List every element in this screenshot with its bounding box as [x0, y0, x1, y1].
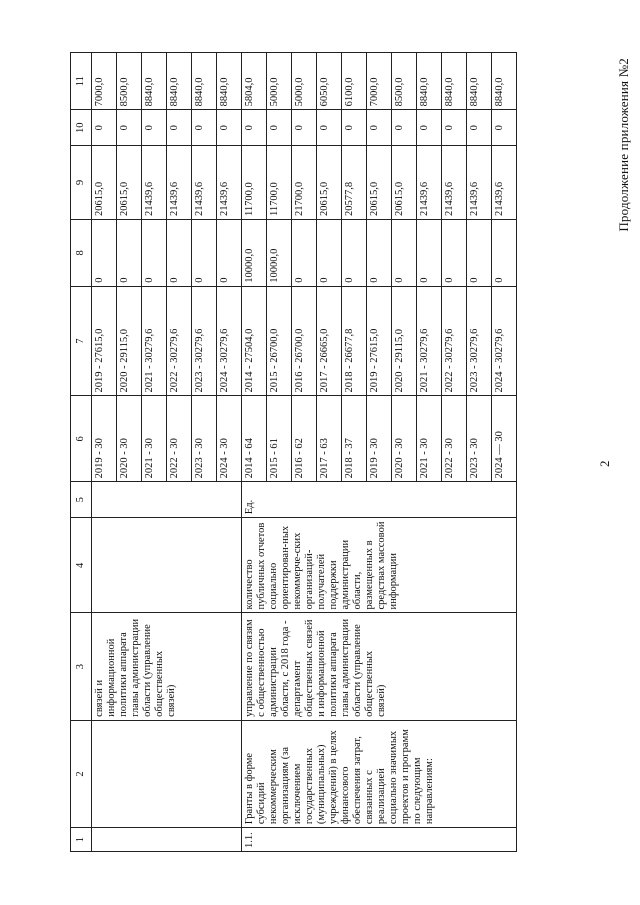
regional-cell: 21439,6: [492, 146, 517, 220]
year-value-cell: 2022 - 30: [167, 396, 192, 482]
federal-cell: 0: [317, 220, 342, 287]
col-number-6: 6: [71, 396, 92, 482]
table-body: [92, 53, 517, 852]
year-value-cell: 2023 - 30: [467, 396, 492, 482]
other-cell: 8840,0: [142, 53, 167, 110]
page-header: Продолжение приложения №2: [616, 58, 631, 232]
regional-cell: 21439,6: [442, 146, 467, 220]
year-value-cell: 2023 - 30: [192, 396, 217, 482]
col-number-11: 11: [71, 53, 92, 110]
indicator-cell: [92, 518, 242, 613]
year-value-cell: 2020 - 30: [392, 396, 417, 482]
federal-cell: 10000,0: [267, 220, 292, 287]
local-cell: 0: [242, 110, 267, 146]
other-cell: 5000,0: [292, 53, 317, 110]
local-cell: 0: [217, 110, 242, 146]
federal-cell: 0: [367, 220, 392, 287]
federal-cell: 0: [117, 220, 142, 287]
other-cell: 8500,0: [117, 53, 142, 110]
year-value-cell: 2021 - 30: [417, 396, 442, 482]
federal-cell: 0: [217, 220, 242, 287]
col-number-5: 5: [71, 482, 92, 518]
col-number-8: 8: [71, 220, 92, 287]
col-number-9: 9: [71, 146, 92, 220]
local-cell: 0: [142, 110, 167, 146]
item-number: 1.1.: [242, 828, 517, 852]
federal-cell: 0: [417, 220, 442, 287]
col-number-2: 2: [71, 720, 92, 827]
local-cell: 0: [442, 110, 467, 146]
col-number-1: 1: [71, 828, 92, 852]
regional-cell: 20615,0: [367, 146, 392, 220]
data-table: [70, 52, 517, 852]
local-cell: 0: [317, 110, 342, 146]
federal-cell: 0: [467, 220, 492, 287]
other-cell: 8840,0: [192, 53, 217, 110]
other-cell: 8840,0: [442, 53, 467, 110]
local-cell: 0: [392, 110, 417, 146]
regional-cell: 21439,6: [142, 146, 167, 220]
regional-cell: 21439,6: [217, 146, 242, 220]
year-value-cell: 2017 - 63: [317, 396, 342, 482]
federal-cell: 0: [292, 220, 317, 287]
federal-cell: 0: [442, 220, 467, 287]
year-amount-cell: 2023 - 30279,6: [467, 286, 492, 396]
executor-cell: связей и информационной политики аппарата главы администрации области (управление общественных связей): [92, 613, 242, 720]
regional-cell: 21439,6: [167, 146, 192, 220]
federal-cell: 10000,0: [242, 220, 267, 287]
federal-cell: 0: [92, 220, 117, 287]
regional-cell: 20615,0: [392, 146, 417, 220]
other-cell: 7000,0: [367, 53, 392, 110]
other-cell: 6100,0: [342, 53, 367, 110]
other-cell: 8840,0: [417, 53, 442, 110]
page-number: 2: [597, 460, 612, 467]
other-cell: 5000,0: [267, 53, 292, 110]
federal-cell: 0: [492, 220, 517, 287]
table-row: [92, 53, 117, 852]
local-cell: 0: [192, 110, 217, 146]
other-cell: 6050,0: [317, 53, 342, 110]
column-number-row: [71, 53, 92, 852]
year-value-cell: 2021 - 30: [142, 396, 167, 482]
table-row: [242, 53, 267, 852]
federal-cell: 0: [142, 220, 167, 287]
year-amount-cell: 2014 - 27504,0: [242, 286, 267, 396]
local-cell: 0: [492, 110, 517, 146]
year-amount-cell: 2024 - 30279,6: [217, 286, 242, 396]
year-amount-cell: 2024 - 30279,6: [492, 286, 517, 396]
federal-cell: 0: [392, 220, 417, 287]
other-cell: 5804,0: [242, 53, 267, 110]
local-cell: 0: [417, 110, 442, 146]
local-cell: 0: [92, 110, 117, 146]
other-cell: 8500,0: [392, 53, 417, 110]
local-cell: 0: [467, 110, 492, 146]
regional-cell: 20615,0: [317, 146, 342, 220]
local-cell: 0: [117, 110, 142, 146]
other-cell: 8840,0: [467, 53, 492, 110]
regional-cell: 21439,6: [467, 146, 492, 220]
other-cell: 8840,0: [167, 53, 192, 110]
regional-cell: 20615,0: [117, 146, 142, 220]
federal-cell: 0: [192, 220, 217, 287]
year-amount-cell: 2020 - 29115,0: [117, 286, 142, 396]
unit-cell: [92, 482, 242, 518]
federal-cell: 0: [342, 220, 367, 287]
regional-cell: 21700,0: [292, 146, 317, 220]
year-value-cell: 2024 — 30: [492, 396, 517, 482]
year-amount-cell: 2016 - 26700,0: [292, 286, 317, 396]
name-cell: [92, 720, 242, 827]
year-value-cell: 2019 - 30: [92, 396, 117, 482]
year-amount-cell: 2023 - 30279,6: [192, 286, 217, 396]
col-number-3: 3: [71, 613, 92, 720]
item-executor: управление по связям с общественностью администрации области, с 2018 года - департамент общественных связей и информационной политики аппарата главы администрации области (управление общественных связей): [242, 613, 517, 720]
col-number-7: 7: [71, 286, 92, 396]
year-value-cell: 2019 - 30: [367, 396, 392, 482]
local-cell: 0: [367, 110, 392, 146]
regional-cell: 20577,8: [342, 146, 367, 220]
year-amount-cell: 2022 - 30279,6: [167, 286, 192, 396]
year-amount-cell: 2021 - 30279,6: [417, 286, 442, 396]
year-amount-cell: 2021 - 30279,6: [142, 286, 167, 396]
local-cell: 0: [292, 110, 317, 146]
year-value-cell: 2016 - 62: [292, 396, 317, 482]
year-amount-cell: 2018 - 26677,8: [342, 286, 367, 396]
regional-cell: 11700,0: [242, 146, 267, 220]
year-amount-cell: 2020 - 29115,0: [392, 286, 417, 396]
year-amount-cell: 2017 - 26665,0: [317, 286, 342, 396]
regional-cell: 20615,0: [92, 146, 117, 220]
other-cell: 8840,0: [217, 53, 242, 110]
year-value-cell: 2022 - 30: [442, 396, 467, 482]
local-cell: 0: [342, 110, 367, 146]
year-amount-cell: 2015 - 26700,0: [267, 286, 292, 396]
year-value-cell: 2020 - 30: [117, 396, 142, 482]
year-value-cell: 2018 - 37: [342, 396, 367, 482]
col-number-4: 4: [71, 518, 92, 613]
number-cell: [92, 828, 242, 852]
year-amount-cell: 2019 - 27615,0: [92, 286, 117, 396]
year-value-cell: 2024 - 30: [217, 396, 242, 482]
year-value-cell: 2015 - 61: [267, 396, 292, 482]
item-unit: Ед.: [242, 482, 517, 518]
regional-cell: 21439,6: [192, 146, 217, 220]
item-indicator: количество публичных отчетов социально ориентирован-ных некоммерче-ских организаций-получателей поддержки администрации области, размещенных в средствах массовой информации: [242, 518, 517, 613]
local-cell: 0: [267, 110, 292, 146]
other-cell: 7000,0: [92, 53, 117, 110]
other-cell: 8840,0: [492, 53, 517, 110]
local-cell: 0: [167, 110, 192, 146]
item-name: Гранты в форме субсидий некоммерческим организациям (за исключением государственных (муниципальных) учреждений) в целях финансового обеспечения затрат, связанных с реализацией социально значимых проектов и программ по следующим направлениям:: [242, 720, 517, 827]
year-amount-cell: 2022 - 30279,6: [442, 286, 467, 396]
federal-cell: 0: [167, 220, 192, 287]
year-amount-cell: 2019 - 27615,0: [367, 286, 392, 396]
col-number-10: 10: [71, 110, 92, 146]
regional-cell: 21439,6: [417, 146, 442, 220]
year-value-cell: 2014 - 64: [242, 396, 267, 482]
regional-cell: 11700,0: [267, 146, 292, 220]
